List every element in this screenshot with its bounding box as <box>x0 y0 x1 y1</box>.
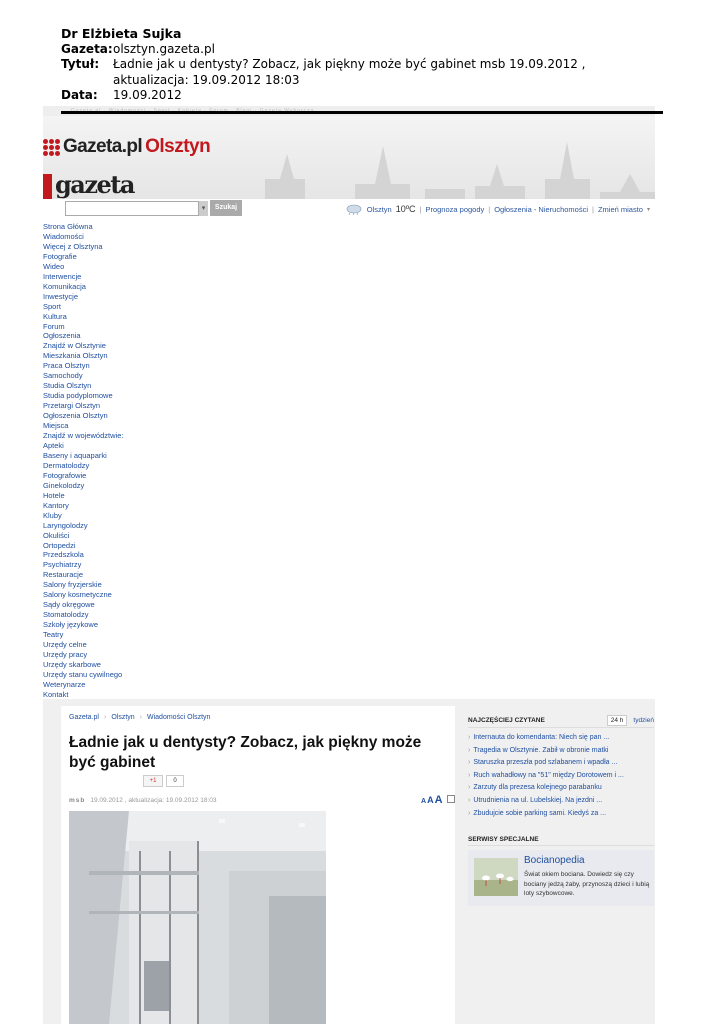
nav-item[interactable]: Ginekolodzy <box>43 480 85 490</box>
most-read-item[interactable]: › Zarzuty dla prezesa kolejnego parabanku <box>468 782 654 795</box>
nav-item[interactable]: Wideo <box>43 261 65 271</box>
nav-item[interactable]: Fotografowie <box>43 470 87 480</box>
most-read-item[interactable]: › Staruszka przeszła pod szlabanem i wpadła ... <box>468 757 654 770</box>
logo-red-bar <box>43 174 52 201</box>
title-label: Tytuł: <box>61 57 100 71</box>
sidebar <box>468 714 654 906</box>
site-nav-list <box>43 222 123 700</box>
share-box <box>143 775 184 787</box>
gplus-count: 0 <box>166 775 184 787</box>
most-read-header <box>468 714 654 728</box>
realestate-link[interactable]: Ogłoszenia - Nieruchomości <box>494 204 589 214</box>
nav-item[interactable]: Stomatolodzy <box>43 610 89 620</box>
nav-item[interactable]: Hotele <box>43 490 65 500</box>
most-read-item[interactable]: › Zbudujcie sobie parking sami. Kiedyś za ... <box>468 808 654 821</box>
byline <box>69 797 217 804</box>
logo-dots-icon <box>43 139 60 156</box>
gazeta-label: Gazeta: <box>61 41 113 56</box>
header-rule <box>61 111 663 114</box>
weather-temp: 10ºC <box>395 204 416 214</box>
nav-item[interactable]: Kontakt <box>43 689 69 699</box>
nav-item[interactable]: Urzędy skarbowe <box>43 659 101 669</box>
most-read-item[interactable]: › Ruch wahadłowy na "51" między Dorotowem i ... <box>468 770 654 783</box>
article-author: msb <box>69 797 86 804</box>
gazeta-pl-logo[interactable] <box>43 136 210 158</box>
nav-item[interactable]: Sport <box>43 301 61 311</box>
nav-item[interactable]: Interwencje <box>43 271 82 281</box>
forecast-link[interactable]: Prognoza pogody <box>425 204 485 214</box>
nav-item[interactable]: Restauracje <box>43 570 84 580</box>
nav-item[interactable]: Baseny i aquaparki <box>43 450 107 460</box>
search-bar <box>43 199 660 218</box>
weather-cloud-icon <box>345 203 363 215</box>
search-dropdown-icon[interactable]: ▾ <box>199 201 208 216</box>
print-icon[interactable] <box>447 795 455 803</box>
nav-item[interactable]: Przetargi Olsztyn <box>43 401 101 411</box>
nav-item[interactable]: Inwestycje <box>43 291 79 301</box>
utility-links: Olsztyn 10ºC | Prognoza pogody | Ogłoszenia - Nieruchomości | Zmień miasto ▾ <box>345 203 650 215</box>
print-header <box>61 26 661 104</box>
tab-24h[interactable]: 24 h <box>607 715 628 726</box>
nav-item[interactable]: Studia podyplomowe <box>43 391 113 401</box>
search-input[interactable] <box>65 201 199 216</box>
nav-item[interactable]: Teatry <box>43 630 64 640</box>
article <box>61 706 455 1024</box>
nav-item[interactable]: Kultura <box>43 311 67 321</box>
nav-item[interactable]: Strona Główna <box>43 222 93 231</box>
nav-item[interactable]: Okuliści <box>43 530 70 540</box>
most-read-title: NAJCZĘŚCIEJ CZYTANE <box>468 717 545 724</box>
chevron-down-icon: ▾ <box>646 206 650 213</box>
logo-paper-text: gazeta <box>55 170 134 199</box>
date-value: 19.09.2012 <box>113 88 182 102</box>
font-medium-button[interactable]: A <box>427 795 434 805</box>
nav-item[interactable]: Studia Olsztyn <box>43 381 92 391</box>
gazeta-value: olsztyn.gazeta.pl <box>113 41 215 56</box>
nav-item[interactable]: Psychiatrzy <box>43 560 82 570</box>
promo-box[interactable] <box>468 850 654 906</box>
font-size-controls <box>421 794 455 806</box>
crumb-separator-icon: › <box>139 714 142 721</box>
crumb-separator-icon: › <box>103 714 107 721</box>
font-large-button[interactable]: A <box>434 794 443 806</box>
logo-city-text: Olsztyn <box>145 136 211 157</box>
nav-item[interactable]: Kluby <box>43 510 62 520</box>
nav-item[interactable]: Forum <box>43 321 65 331</box>
nav-item[interactable]: Więcej z Olsztyna <box>43 241 103 251</box>
author-name: Dr Elżbieta Sujka <box>61 26 182 41</box>
breadcrumb <box>69 714 210 721</box>
most-read-list <box>468 732 654 820</box>
most-read-item[interactable]: › Internauta do komendanta: Niech się pan ... <box>468 732 654 745</box>
storks-thumbnail[interactable] <box>474 858 518 896</box>
most-read-item[interactable]: › Utrudnienia na ul. Lubelskiej. Na jezdni ... <box>468 795 654 808</box>
crumb-gazeta[interactable]: Gazeta.pl <box>69 714 99 721</box>
nav-item[interactable]: Ortopedzi <box>43 540 76 550</box>
nav-item[interactable]: Mieszkania Olsztyn <box>43 351 108 361</box>
tab-week[interactable]: tydzień <box>633 717 654 724</box>
promo-title[interactable]: Bocianopedia <box>524 855 585 867</box>
nav-item[interactable]: Laryngolodzy <box>43 520 88 530</box>
logo-main-text: Gazeta.pl <box>63 136 143 157</box>
crumb-olsztyn[interactable]: Olsztyn <box>111 714 135 721</box>
nav-item[interactable]: Ogłoszenia Olsztyn <box>43 411 108 421</box>
special-services-title: SERWISY SPECJALNE <box>468 836 654 846</box>
weather-city[interactable]: Olsztyn <box>366 204 392 214</box>
nav-item[interactable]: Salony fryzjerskie <box>43 580 102 590</box>
nav-item[interactable]: Weterynarze <box>43 679 86 689</box>
promo-text: Świat okiem bociana. Dowiedz się czy bociany jedzą żaby, przynoszą dzieci i lubią loty szybowcowe. <box>524 871 650 898</box>
nav-item[interactable]: Dermatolodzy <box>43 460 90 470</box>
article-title: Ładnie jak u dentysty? Zobacz, jak piękny może być gabinet <box>69 734 422 771</box>
webpage-screenshot <box>43 106 655 1024</box>
title-value: Ładnie jak u dentysty? Zobacz, jak piękny może być gabinet msb 19.09.2012 , aktualizacja: 19.09.2012 18:03 <box>113 57 586 87</box>
nav-item[interactable]: Apteki <box>43 440 64 450</box>
nav-item[interactable]: Znajdź w Olsztynie <box>43 341 106 351</box>
nav-item[interactable]: Fotografie <box>43 251 77 261</box>
nav-item[interactable]: Urzędy stanu cywilnego <box>43 669 123 679</box>
change-city-link[interactable]: Zmień miasto <box>597 204 643 214</box>
font-small-button[interactable]: A <box>421 798 427 805</box>
nav-item[interactable]: Szkoły językowe <box>43 620 99 630</box>
nav-item[interactable]: Urzędy celne <box>43 640 87 650</box>
article-date: 19.09.2012 , aktualizacja: 19.09.2012 18:03 <box>90 797 217 804</box>
nav-item[interactable]: Komunikacja <box>43 281 86 291</box>
nav-item[interactable]: Salony kosmetyczne <box>43 590 112 600</box>
nav-item[interactable]: Samochody <box>43 371 83 381</box>
most-read-item[interactable]: › Tragedia w Olsztynie. Zabił w obronie matki <box>468 745 654 758</box>
nav-item[interactable]: Wiadomości <box>43 231 84 241</box>
nav-item[interactable]: Praca Olsztyn <box>43 361 90 371</box>
crumb-wiadomosci[interactable]: Wiadomości Olsztyn <box>147 714 211 721</box>
nav-item[interactable]: Ogłoszenia <box>43 331 81 341</box>
gplus-button[interactable]: +1 <box>143 775 163 787</box>
nav-item[interactable]: Sądy okręgowe <box>43 600 95 610</box>
date-label: Data: <box>61 88 98 102</box>
nav-item[interactable]: Miejsca <box>43 421 69 431</box>
site-banner <box>43 116 655 206</box>
nav-item[interactable]: Przedszkola <box>43 550 84 560</box>
nav-item[interactable]: Urzędy pracy <box>43 649 88 659</box>
article-photo[interactable] <box>69 811 326 1024</box>
nav-item[interactable]: Znajdź w województwie: <box>43 431 124 441</box>
nav-item[interactable]: Kantory <box>43 500 69 510</box>
search-button[interactable]: Szukaj <box>210 200 242 216</box>
